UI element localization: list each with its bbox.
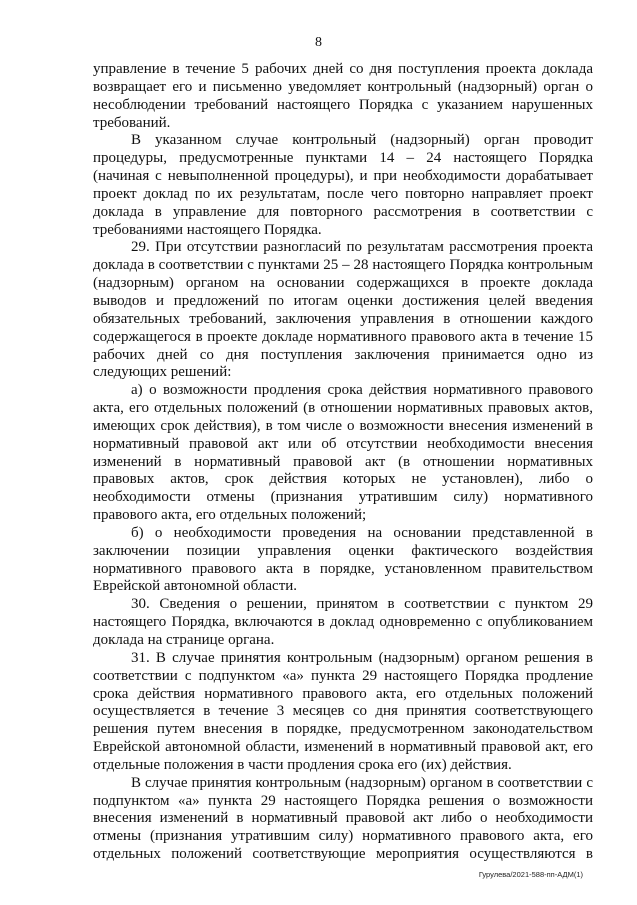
text-line: правового акта, его отдельных положений;: [93, 507, 367, 524]
text-line: 30. Сведения о решении, принятом в соответствии с пунктом 29: [131, 596, 593, 613]
text-line: 29. При отсутствии разногласий по результатам рассмотрения проекта: [131, 239, 593, 256]
text-line: управление в течение 5 рабочих дней со дня поступления проекта доклада: [93, 61, 593, 77]
text-line: настоящего Порядка, включаются в доклад одновременно с опубликованием: [93, 614, 593, 631]
text-line: выводов и предложений по итогам оценки достижения целей введения: [93, 292, 593, 309]
text-line: отдельные положения в части продления срока его (их) действия.: [93, 756, 512, 773]
text-line: соответствии с подпунктом «а» пункта 29 настоящего Порядка продление: [93, 667, 593, 684]
text-line: отдельных положений соответствующие мероприятия осуществляются в: [93, 846, 593, 863]
text-line: процедуры, предусмотренные пунктами 14 – 24 настоящего Порядка: [93, 150, 593, 167]
text-line: следующих решений:: [93, 364, 232, 381]
text-line: необходимости отмены (признания утратившим силу) нормативного: [93, 489, 593, 506]
text-line: доклада в управление для повторного рассмотрения в соответствии с: [93, 203, 593, 220]
text-line: отмены (признания утратившим силу) нормативного правового акта, его: [93, 828, 593, 845]
text-line: заключении позиции управления оценки фактического воздействия: [93, 542, 593, 559]
text-line: проект доклад по их результатам, после чего повторно направляет проект: [93, 185, 593, 202]
text-line: а) о возможности продления срока действия нормативного правового: [131, 382, 593, 399]
text-line: (надзорным) органом на основании содержащихся в проекте доклада: [93, 275, 593, 292]
text-line: рабочих дней со дня поступления заключения принимается одно из: [93, 346, 593, 363]
document-reference-footer: Гурулева/2021-588-пп-АДМ(1): [478, 870, 583, 879]
text-line: акта, его отдельных положений (в отношении нормативных правовых актов,: [93, 400, 593, 417]
text-line: нормативного правового акта в порядке, установленном правительством: [93, 560, 593, 577]
text-line: требований.: [93, 114, 171, 131]
text-line: внесения изменений в нормативный правовой акт либо о необходимости: [93, 810, 593, 827]
text-line: доклада в соответствии с пунктами 25 – 28 настоящего Порядка контрольным: [93, 257, 593, 274]
page-number: 8: [315, 35, 322, 50]
text-line: (начиная с невыполненной процедуры), и при необходимости дорабатывает: [93, 168, 593, 185]
text-line: осуществляется в течение 3 месяцев со дня принятия соответствующего: [93, 703, 593, 720]
text-line: В указанном случае контрольный (надзорный) орган проводит: [131, 132, 593, 149]
text-line: Еврейской автономной области.: [93, 578, 298, 595]
text-line: 31. В случае принятия контрольным (надзорным) органом решения в: [131, 649, 593, 666]
text-line: нормативный правовой акт или об отсутствии необходимости внесения: [93, 435, 593, 452]
text-line: Еврейской автономной области, изменений в нормативный правовой акт, его: [93, 739, 593, 756]
text-line: требованиями настоящего Порядка.: [93, 221, 322, 238]
text-line: содержащегося в проекте докладе нормативного правового акта в течение 15: [93, 328, 593, 345]
text-line: изменений в нормативный правовой акт (в отношении нормативных: [93, 453, 593, 470]
text-line: подпунктом «а» пункта 29 настоящего Порядка решения о возможности: [93, 792, 593, 809]
text-line: решения путем внесения в порядке, предусмотренном законодательством: [93, 721, 593, 738]
text-line: правовых актов, срок действия которых не установлен), либо о: [93, 471, 593, 488]
text-line: В случае принятия контрольным (надзорным) органом в соответствии с: [131, 774, 593, 791]
text-line: доклада на странице органа.: [93, 632, 275, 648]
document-body: [93, 61, 593, 864]
text-line: срока действия нормативного правового акта, его отдельных положений: [93, 685, 593, 702]
text-line: несоблюдении требований настоящего Порядка с указанием нарушенных: [93, 96, 593, 113]
text-line: б) о необходимости проведения на основании представленной в: [131, 524, 593, 541]
text-line: обязательных требований, заключения управления в отношении каждого: [93, 310, 593, 327]
text-line: возвращает его и письменно уведомляет контрольный (надзорный) орган о: [93, 78, 593, 95]
text-line: имеющих срок действия), в том числе о возможности внесения изменений в: [93, 417, 593, 434]
